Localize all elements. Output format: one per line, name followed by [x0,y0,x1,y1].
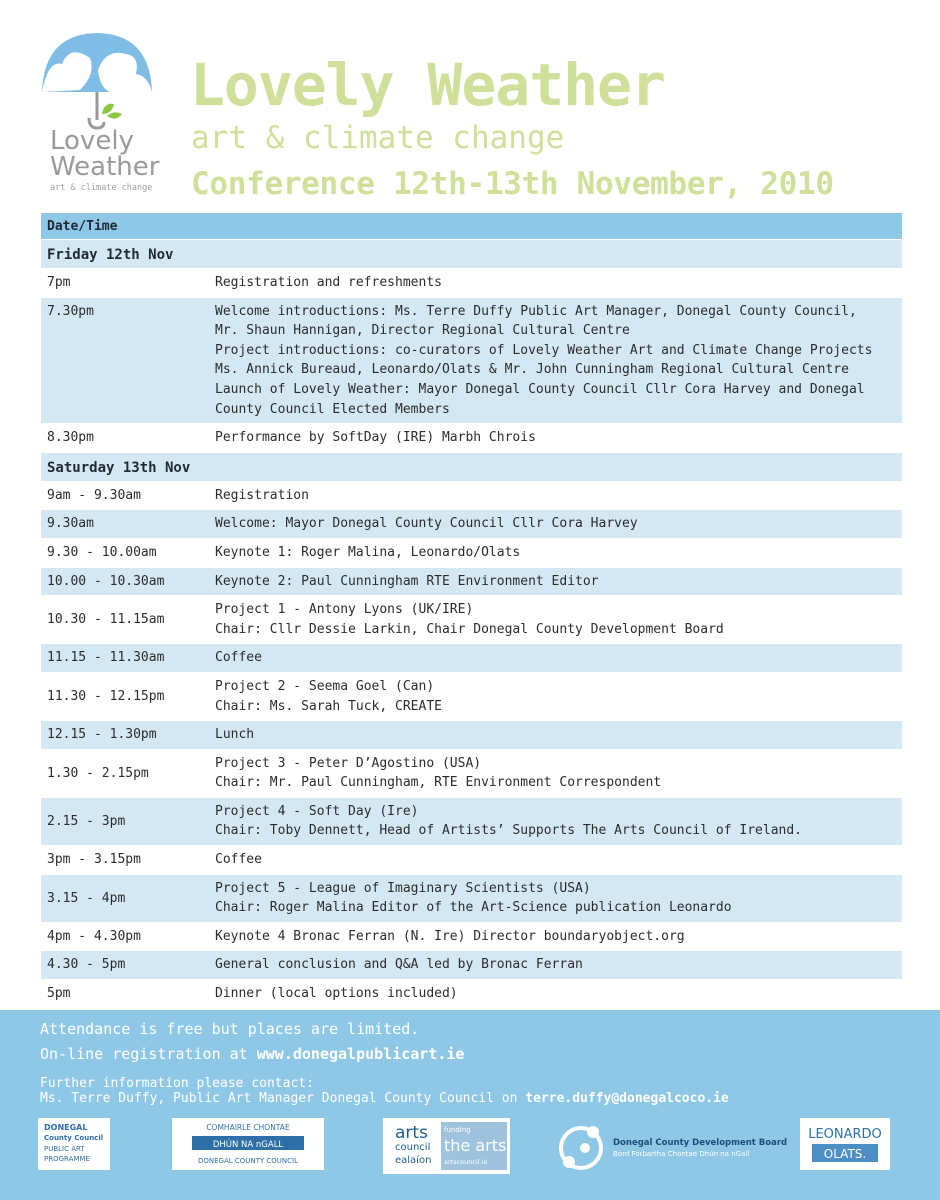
schedule-row [41,798,902,845]
description-line: Keynote 4 Bronac Ferran (N. Ire) Director boundaryobject.org [215,928,685,944]
arts-council-logo [383,1118,510,1174]
comhairle-line1: COMHAIRLE CHONTAE [206,1123,290,1132]
comhairle-chontae-logo [172,1118,324,1170]
row-description [215,754,902,793]
olats-word: OLATS. [823,1147,867,1161]
description-line: Performance by SoftDay (IRE) Marbh Chrois [215,430,536,446]
row-time: 10.30 - 11.15am [47,612,165,628]
footer [0,1010,940,1200]
schedule-row [41,539,902,567]
description-line: Welcome: Mayor Donegal County Council Cllr Cora Harvey [215,516,638,532]
schedule-row [41,980,902,1008]
cdb-name: Donegal County Development Board [613,1138,788,1148]
schedule-row [41,510,902,538]
contact-line [40,1091,729,1106]
schedule-row [41,875,902,922]
donegal-logo-line4: PROGRAMME [44,1155,90,1163]
row-time: 5pm [47,986,71,1002]
description-line: Project introductions: co-curators of Lovely Weather Art and Climate Change Projects [215,342,873,358]
registration-line [40,1045,464,1063]
leonardo-olats-logo [800,1118,890,1170]
description-line: Project 4 - Soft Day (Ire) [215,803,419,819]
description-line: Keynote 2: Paul Cunningham RTE Environment Editor [215,573,599,589]
leonardo-word: LEONARDO [808,1127,882,1142]
logo-word-lovely: Lovely [50,126,134,156]
conference-dates: Conference 12th-13th November, 2010 [191,166,834,202]
description-line: Project 2 - Seema Goel (Can) [215,678,435,694]
row-description [215,984,902,1004]
description-line: Chair: Mr. Paul Cunningham, RTE Environment Correspondent [215,775,662,791]
row-time: 11.30 - 12.15pm [47,688,165,704]
day-heading: Friday 12th Nov [41,240,902,268]
description-line: Keynote 1: Roger Malina, Leonardo/Olats [215,544,521,560]
row-time: 9.30am [47,516,94,532]
logo-tagline: art & climate change [50,183,153,193]
description-line: Welcome introductions: Ms. Terre Duffy Public Art Manager, Donegal County Council, [215,303,857,319]
description-line: County Council Elected Members [215,401,450,417]
row-description [215,302,902,420]
council-word: council [395,1142,431,1153]
row-description [215,486,902,506]
row-description [215,677,902,716]
row-time: 7.30pm [47,303,94,319]
schedule-row [41,673,902,720]
row-time: 2.15 - 3pm [47,813,126,829]
schedule-row [41,424,902,452]
row-time: 4.30 - 5pm [47,957,126,973]
description-line: Chair: Cllr Dessie Larkin, Chair Donegal County Development Board [215,621,724,637]
contact-prefix: Ms. Terre Duffy, Public Art Manager Donegal County Council on [40,1091,526,1106]
description-line: Mr. Shaun Hannigan, Director Regional Cultural Centre [215,323,630,339]
row-time: 10.00 - 10.30am [47,573,165,589]
day-friday [41,240,902,452]
logo-word-weather: Weather [50,152,160,182]
info-line: Further information please contact: [40,1076,314,1091]
description-line: Project 1 - Antony Lyons (UK/IRE) [215,602,474,618]
schedule-row [41,482,902,510]
comhairle-line3: DONEGAL COUNTY COUNCIL [197,1157,299,1165]
day-rows [41,269,902,452]
schedule-row [41,644,902,672]
schedule-row [41,568,902,596]
day-saturday [41,453,902,1008]
contact-email-link[interactable]: terre.duffy@donegalcoco.ie [525,1091,729,1106]
row-description [215,850,902,870]
description-line: Ms. Annick Bureaud, Leonardo/Olats & Mr. John Cunningham Regional Cultural Centre [215,362,849,378]
arts-word: arts [395,1123,428,1143]
description-line: Chair: Ms. Sarah Tuck, CREATE [215,698,442,714]
row-description [215,600,902,639]
row-description [215,955,902,975]
row-description [215,428,902,448]
day-heading: Saturday 13th Nov [41,453,902,481]
registration-link[interactable]: www.donegalpublicart.ie [256,1045,465,1063]
schedule-row [41,298,902,424]
row-description [215,725,902,745]
donegal-public-art-logo [38,1118,110,1170]
row-description [215,572,902,592]
description-line: Chair: Roger Malina Editor of the Art-Science publication Leonardo [215,900,732,916]
schedule-row [41,951,902,979]
description-line: General conclusion and Q&A led by Bronac Ferran [215,957,583,973]
page-subtitle: art & climate change [191,120,565,156]
cdb-logo [555,1118,788,1178]
row-description [215,543,902,563]
schedule-table [41,213,902,1008]
donegal-logo-line1: DONEGAL [44,1123,88,1132]
description-line: Coffee [215,650,262,666]
row-description [215,273,902,293]
schedule-row [41,846,902,874]
attendance-note: Attendance is free but places are limited. [40,1020,420,1038]
description-line: Coffee [215,852,262,868]
description-line: Dinner (local options included) [215,986,458,1002]
description-line: Lunch [215,727,255,743]
page-title: Lovely Weather [190,51,665,119]
day-rows [41,482,902,1008]
funding-word: funding [444,1126,471,1134]
row-time: 3pm - 3.15pm [47,852,141,868]
description-line: Registration and refreshments [215,275,442,290]
schedule-row [41,596,902,643]
the-arts-word: the arts [444,1136,507,1155]
schedule-row [41,923,902,951]
schedule-row [41,269,902,297]
description-line: Project 3 - Peter D’Agostino (USA) [215,755,482,771]
schedule-row [41,750,902,797]
row-description [215,514,902,534]
row-time: 4pm - 4.30pm [47,928,141,944]
arts-site: artscouncil.ie [444,1158,488,1166]
row-description [215,802,902,841]
row-time: 12.15 - 1.30pm [47,727,157,743]
registration-prefix: On-line registration at [40,1045,257,1063]
cdb-irish: Bord Forbartha Chontae Dhún na nGall [613,1150,750,1158]
row-description [215,648,902,668]
row-time: 8.30pm [47,430,94,446]
schedule-row [41,721,902,749]
row-time: 9.30 - 10.00am [47,544,157,560]
donegal-logo-line3: PUBLIC ART [44,1145,85,1153]
row-time: 9am - 9.30am [47,487,141,503]
row-time: 11.15 - 11.30am [47,650,165,666]
column-header: Date/Time [41,213,902,239]
row-description [215,879,902,918]
description-line: Chair: Toby Dennett, Head of Artists’ Supports The Arts Council of Ireland. [215,823,802,839]
description-line: Project 5 - League of Imaginary Scientists (USA) [215,880,591,896]
description-line: Registration [215,487,309,503]
row-time: 7pm [47,275,71,290]
description-line: Launch of Lovely Weather: Mayor Donegal County Council Cllr Cora Harvey and Donegal [215,381,865,397]
row-description [215,927,902,947]
row-time: 1.30 - 2.15pm [47,765,149,781]
donegal-logo-line2: County Council [44,1134,104,1142]
ealaion-word: ealaíon [395,1155,432,1166]
comhairle-line2: DHÚN NA nGALL [212,1140,284,1150]
row-time: 3.15 - 4pm [47,890,126,906]
